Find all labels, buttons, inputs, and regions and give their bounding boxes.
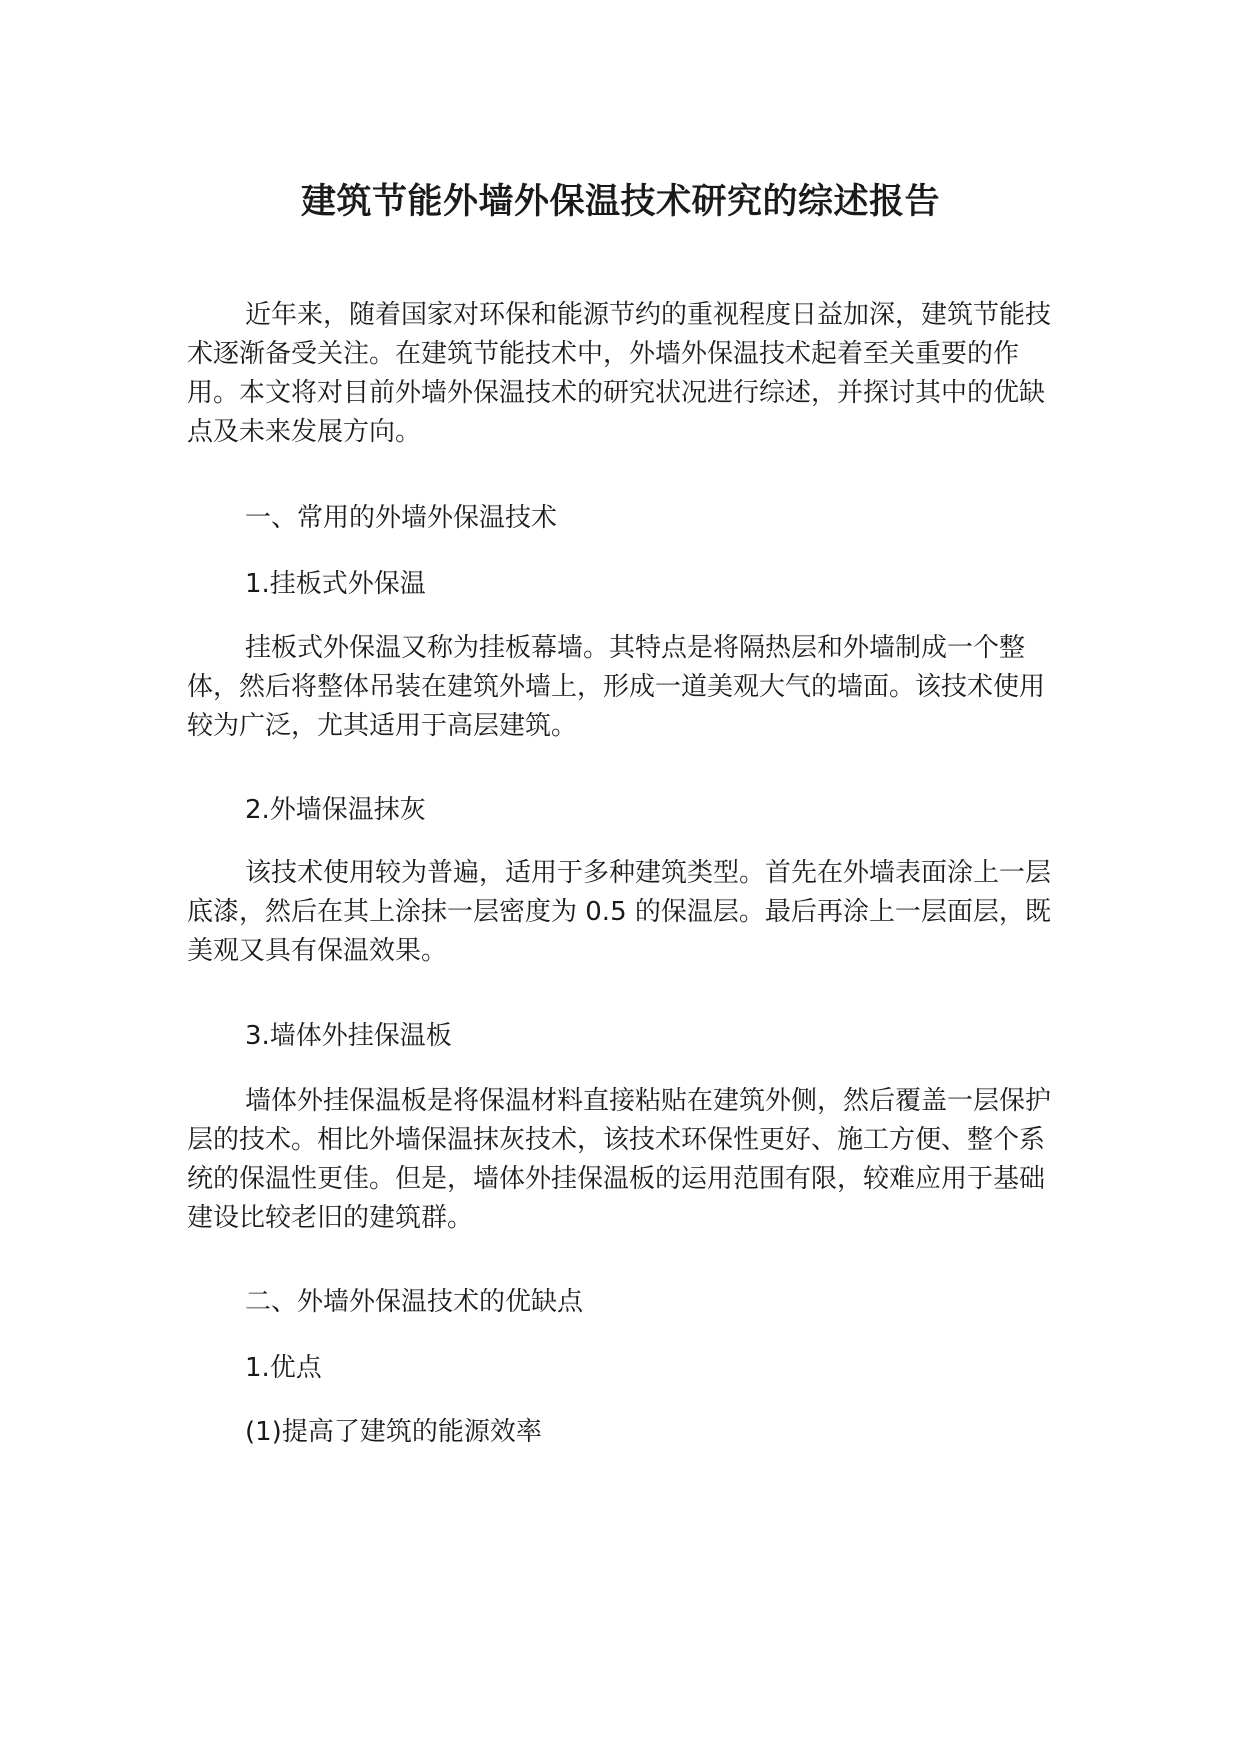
section-heading-1: 一、常用的外墙外保温技术 xyxy=(245,503,558,533)
advantage-point-1: (1)提高了建筑的能源效率 xyxy=(245,1417,542,1447)
paragraph-hanging-panel: 挂板式外保温又称为挂板幕墙。其特点是将隔热层和外墙制成一个整体，然后将整体吊装在建筑外墙上，形成一道美观大气的墙面。该技术使用较为广泛，尤其适用于高层建筑。 xyxy=(187,633,1046,741)
document-title: 建筑节能外墙外保温技术研究的综述报告 xyxy=(300,182,940,222)
subheading-plaster: 2.外墙保温抹灰 xyxy=(245,795,426,825)
subheading-hanging-panel: 1.挂板式外保温 xyxy=(245,569,426,599)
subheading-insulation-board: 3.墙体外挂保温板 xyxy=(245,1021,452,1051)
section-heading-2: 二、外墙外保温技术的优缺点 xyxy=(245,1287,584,1317)
subheading-advantages: 1.优点 xyxy=(245,1353,322,1383)
paragraph-plaster: 该技术使用较为普遍，适用于多种建筑类型。首先在外墙表面涂上一层底漆，然后在其上涂抹一层密度为 0.5 的保温层。最后再涂上一层面层，既美观又具有保温效果。 xyxy=(187,858,1052,966)
intro-paragraph: 近年来，随着国家对环保和能源节约的重视程度日益加深，建筑节能技术逐渐备受关注。在建筑节能技术中，外墙外保温技术起着至关重要的作用。本文将对目前外墙外保温技术的研究状况进行综述，并探讨其中的优缺点及未来发展方向。 xyxy=(187,300,1052,447)
paragraph-insulation-board: 墙体外挂保温板是将保温材料直接粘贴在建筑外侧，然后覆盖一层保护层的技术。相比外墙保温抹灰技术，该技术环保性更好、施工方便、整个系统的保温性更佳。但是，墙体外挂保温板的运用范围有限，较难应用于基础建设比较老旧的建筑群。 xyxy=(187,1086,1052,1233)
